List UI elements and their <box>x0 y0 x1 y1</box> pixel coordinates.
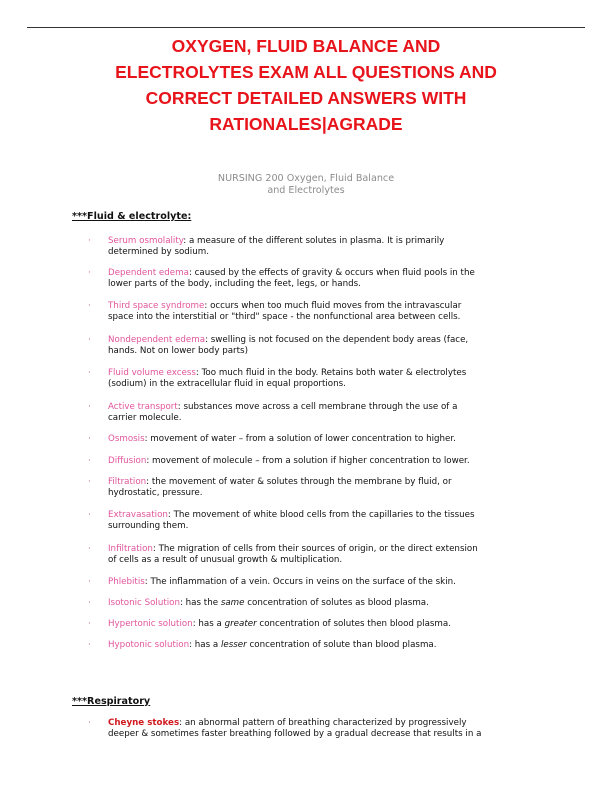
list-item <box>88 368 538 389</box>
top-rule <box>27 27 585 28</box>
bullet: · <box>88 402 91 412</box>
bullet: · <box>88 434 91 444</box>
definition-text: : has a <box>192 619 225 629</box>
title-line: RATIONALES|AGRADE <box>209 114 403 134</box>
term: Hypotonic solution <box>108 640 190 650</box>
bullet: · <box>88 368 91 378</box>
bullet: · <box>88 640 91 650</box>
title-line: OXYGEN, FLUID BALANCE AND <box>171 36 441 56</box>
definition-line: : movement of water – from a solution of lower concentration to higher. <box>144 434 456 444</box>
list-item <box>88 402 538 423</box>
definition-line: surrounding them. <box>108 520 189 531</box>
definition-line: : substances move across a cell membrane through the use of a <box>177 402 458 412</box>
subtitle-line: and Electrolytes <box>267 185 345 196</box>
definition-line: : a measure of the different solutes in plasma. It is primarily <box>183 236 445 246</box>
definition-line: : Too much fluid in the body. Retains both water & electrolytes <box>195 368 467 378</box>
list-item <box>88 268 538 289</box>
bullet: · <box>88 598 91 608</box>
list-item <box>88 598 538 609</box>
definition-text: concentration of solute than blood plasma. <box>246 640 437 650</box>
document-title <box>40 33 572 137</box>
list-item <box>88 236 538 257</box>
definition-line: : The inflammation of a vein. Occurs in veins on the surface of the skin. <box>144 577 456 587</box>
list-item <box>88 577 538 588</box>
list-item <box>88 718 538 739</box>
definition-line: : the movement of water & solutes through the membrane by fluid, or <box>146 477 452 487</box>
definition-line: : The movement of white blood cells from the capillaries to the tissues <box>167 510 475 520</box>
definition-line: determined by sodium. <box>108 246 209 257</box>
bullet: · <box>88 268 91 278</box>
term: Fluid volume excess <box>108 368 196 378</box>
definition-line: : swelling is not focused on the dependent body areas (face, <box>205 335 469 345</box>
definition-line: : an abnormal pattern of breathing characterized by progressively <box>179 718 467 728</box>
respiratory-heading: ***Respiratory <box>72 696 151 707</box>
definition-line: : occurs when too much fluid moves from the intravascular <box>204 301 462 311</box>
bullet: · <box>88 718 91 728</box>
bullet: · <box>88 456 91 466</box>
term: Extravasation <box>108 510 168 520</box>
emphasis: greater <box>224 619 257 629</box>
definition-line: lower parts of the body, including the feet, legs, or hands. <box>108 278 361 289</box>
term: Cheyne stokes <box>108 718 180 728</box>
bullet: · <box>88 619 91 629</box>
term: Nondependent edema <box>108 335 206 345</box>
definition-line: carrier molecule. <box>108 412 182 423</box>
bullet: · <box>88 577 91 587</box>
definition-line: (sodium) in the extracellular fluid in equal proportions. <box>108 378 346 389</box>
definition-text: : has a <box>189 640 221 650</box>
bullet: · <box>88 510 91 520</box>
term: Infiltration <box>108 544 153 554</box>
list-item <box>88 619 538 630</box>
fluid-electrolyte-heading: ***Fluid & electrolyte: <box>72 211 192 222</box>
list-item <box>88 510 538 531</box>
list-item <box>88 434 538 445</box>
definition-line: : caused by the effects of gravity & occurs when fluid pools in the <box>188 268 475 278</box>
term: Osmosis <box>108 434 145 444</box>
list-item <box>88 477 538 498</box>
bullet: · <box>88 544 91 554</box>
document-subtitle <box>150 173 462 197</box>
emphasis: lesser <box>221 640 247 650</box>
definition-line: : The migration of cells from their sources of origin, or the direct extension <box>152 544 478 554</box>
list-item <box>88 640 538 651</box>
definition-line: of cells as a result of unusual growth & multiplication. <box>108 554 343 565</box>
bullet: · <box>88 335 91 345</box>
term: Third space syndrome <box>108 301 205 311</box>
definition-line: hydrostatic, pressure. <box>108 487 203 498</box>
term: Hypertonic solution <box>108 619 193 629</box>
term: Diffusion <box>108 456 147 466</box>
bullet: · <box>88 301 91 311</box>
definition-line: : movement of molecule – from a solution if higher concentration to lower. <box>146 456 470 466</box>
term: Active transport <box>108 402 178 412</box>
list-item <box>88 301 538 322</box>
title-line: CORRECT DETAILED ANSWERS WITH <box>145 88 467 108</box>
term: Phlebitis <box>108 577 145 587</box>
subtitle-line: NURSING 200 Oxygen, Fluid Balance <box>217 173 395 184</box>
term: Filtration <box>108 477 147 487</box>
definition-text: concentration of solutes as blood plasma. <box>244 598 429 608</box>
term: Dependent edema <box>108 268 189 278</box>
definition-text: concentration of solutes then blood plasma. <box>256 619 451 629</box>
term: Isotonic Solution <box>108 598 180 608</box>
definition-line: hands. Not on lower body parts) <box>108 345 248 356</box>
definition-line: space into the interstitial or "third" space - the nonfunctional area between cells. <box>108 311 461 322</box>
list-item <box>88 456 538 467</box>
list-item <box>88 544 538 565</box>
list-item <box>88 335 538 356</box>
definition-line: deeper & sometimes faster breathing followed by a gradual decrease that results in a <box>108 728 482 739</box>
emphasis: same <box>220 598 245 608</box>
bullet: · <box>88 236 91 246</box>
title-line: ELECTROLYTES EXAM ALL QUESTIONS AND <box>115 62 497 82</box>
definition-text: : has the <box>179 598 221 608</box>
term: Serum osmolality <box>108 236 184 246</box>
bullet: · <box>88 477 91 487</box>
